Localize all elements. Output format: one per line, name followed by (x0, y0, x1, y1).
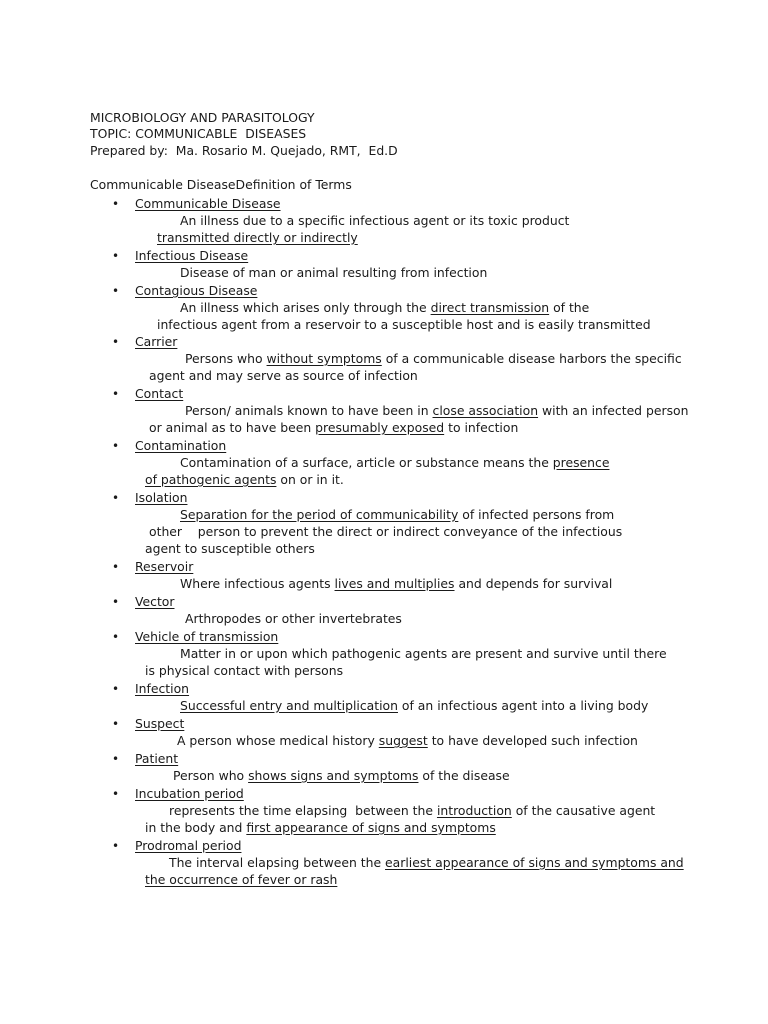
underlined-phrase: introduction (436, 803, 512, 818)
term-heading: Vehicle of transmission (135, 629, 279, 644)
definition-text: is physical contact with persons (145, 663, 344, 678)
definition-text: Arthropodes or other invertebrates (185, 611, 402, 626)
bullet-marker: • (112, 335, 120, 349)
prepared-by: Prepared by: Ma. Rosario M. Quejado, RMT, Ed.D (90, 143, 398, 158)
definition-line (180, 213, 569, 229)
definition-text: Matter in or upon which pathogenic agents are present and survive until there (180, 646, 667, 661)
underlined-phrase: close association (432, 403, 539, 418)
definition-text: Contamination of a surface, article or substance means the (180, 455, 553, 470)
definition-text: to have developed such infection (427, 733, 638, 748)
definition-text: infectious agent from a reservoir to a susceptible host and is easily transmitted (157, 317, 651, 332)
definition-text: An illness which arises only through the (180, 300, 431, 315)
definition-line (180, 300, 589, 316)
definition-text: and depends for survival (454, 576, 613, 591)
bullet-marker: • (112, 630, 120, 644)
definition-line (180, 576, 612, 592)
underlined-phrase: shows signs and symptoms (248, 768, 419, 783)
definition-line (145, 663, 343, 679)
definition-text: to infection (444, 420, 519, 435)
definition-line (185, 403, 688, 419)
definition-line (145, 872, 337, 888)
underlined-phrase: transmitted directly or indirectly (157, 230, 358, 245)
definition-line (157, 230, 358, 246)
underlined-phrase: suggest (378, 733, 428, 748)
bullet-marker: • (112, 839, 120, 853)
definition-text: A person whose medical history (177, 733, 379, 748)
course-title: MICROBIOLOGY AND PARASITOLOGY (90, 110, 315, 125)
bullet-marker: • (112, 752, 120, 766)
definition-line (149, 524, 622, 540)
bullet-marker: • (112, 249, 120, 263)
definition-text: agent and may serve as source of infection (149, 368, 418, 383)
definition-text: The interval elapsing between the (169, 855, 386, 870)
definition-text: Person/ animals known to have been in (185, 403, 433, 418)
definition-text: of an infectious agent into a living body (397, 698, 649, 713)
term-heading: Patient (135, 751, 179, 766)
underlined-phrase: of pathogenic agents (145, 472, 277, 487)
definition-text: in the body and (145, 820, 247, 835)
definition-line (145, 541, 315, 557)
definition-line (169, 855, 684, 871)
term-heading: Contamination (135, 438, 227, 453)
underlined-phrase: direct transmission (430, 300, 550, 315)
definition-line (145, 472, 344, 488)
definition-line (185, 611, 402, 627)
definition-line (180, 455, 609, 471)
definition-line (180, 507, 614, 523)
term-heading: Vector (135, 594, 175, 609)
definition-line (149, 368, 418, 384)
definition-text: Disease of man or animal resulting from infection (180, 265, 488, 280)
definition-line (180, 646, 667, 662)
definition-text: of a communicable disease harbors the specific (381, 351, 682, 366)
bullet-marker: • (112, 560, 120, 574)
definition-text: agent to susceptible others (145, 541, 315, 556)
bullet-marker: • (112, 787, 120, 801)
term-heading: Infectious Disease (135, 248, 249, 263)
definition-text: Person who (173, 768, 249, 783)
definition-line (149, 420, 518, 436)
definition-text: represents the time elapsing between the (169, 803, 437, 818)
definition-line (185, 351, 682, 367)
underlined-phrase: first appearance of signs and symptoms (246, 820, 496, 835)
term-heading: Infection (135, 681, 190, 696)
bullet-marker: • (112, 491, 120, 505)
definition-line (177, 733, 638, 749)
underlined-phrase: presumably exposed (315, 420, 445, 435)
definition-text: of the (549, 300, 590, 315)
bullet-marker: • (112, 595, 120, 609)
underlined-phrase: Successful entry and multiplication (180, 698, 398, 713)
definition-line (169, 803, 655, 819)
definition-text: other person to prevent the direct or indirect conveyance of the infectious (149, 524, 623, 539)
definition-text: Where infectious agents (180, 576, 335, 591)
term-heading: Communicable Disease (135, 196, 281, 211)
definition-line (180, 265, 487, 281)
bullet-marker: • (112, 387, 120, 401)
term-heading: Contagious Disease (135, 283, 258, 298)
term-heading: Incubation period (135, 786, 244, 801)
definition-text: of the disease (418, 768, 510, 783)
definition-line (180, 698, 648, 714)
definition-text: on or in it. (276, 472, 344, 487)
definition-line (173, 768, 510, 784)
topic-title: TOPIC: COMMUNICABLE DISEASES (90, 126, 307, 141)
underlined-phrase: Separation for the period of communicability (180, 507, 459, 522)
underlined-phrase: earliest appearance of signs and symptoms and (385, 855, 684, 870)
definition-text: or animal as to have been (149, 420, 316, 435)
underlined-phrase: the occurrence of fever or rash (145, 872, 338, 887)
term-heading: Isolation (135, 490, 188, 505)
term-heading: Suspect (135, 716, 185, 731)
bullet-marker: • (112, 197, 120, 211)
section-heading: Communicable DiseaseDefinition of Terms (90, 177, 352, 192)
term-heading: Carrier (135, 334, 178, 349)
underlined-phrase: lives and multiplies (334, 576, 455, 591)
term-heading: Prodromal period (135, 838, 242, 853)
underlined-phrase: without symptoms (266, 351, 382, 366)
bullet-marker: • (112, 682, 120, 696)
bullet-marker: • (112, 284, 120, 298)
term-heading: Contact (135, 386, 184, 401)
underlined-phrase: presence (552, 455, 610, 470)
definition-text: An illness due to a specific infectious agent or its toxic product (180, 213, 570, 228)
bullet-marker: • (112, 717, 120, 731)
definition-text: Persons who (185, 351, 267, 366)
definition-line (145, 820, 496, 836)
definition-text: of infected persons from (458, 507, 615, 522)
term-heading: Reservoir (135, 559, 194, 574)
definition-text: with an infected person (538, 403, 689, 418)
definition-text: of the causative agent (511, 803, 656, 818)
bullet-marker: • (112, 439, 120, 453)
definition-line (157, 317, 651, 333)
